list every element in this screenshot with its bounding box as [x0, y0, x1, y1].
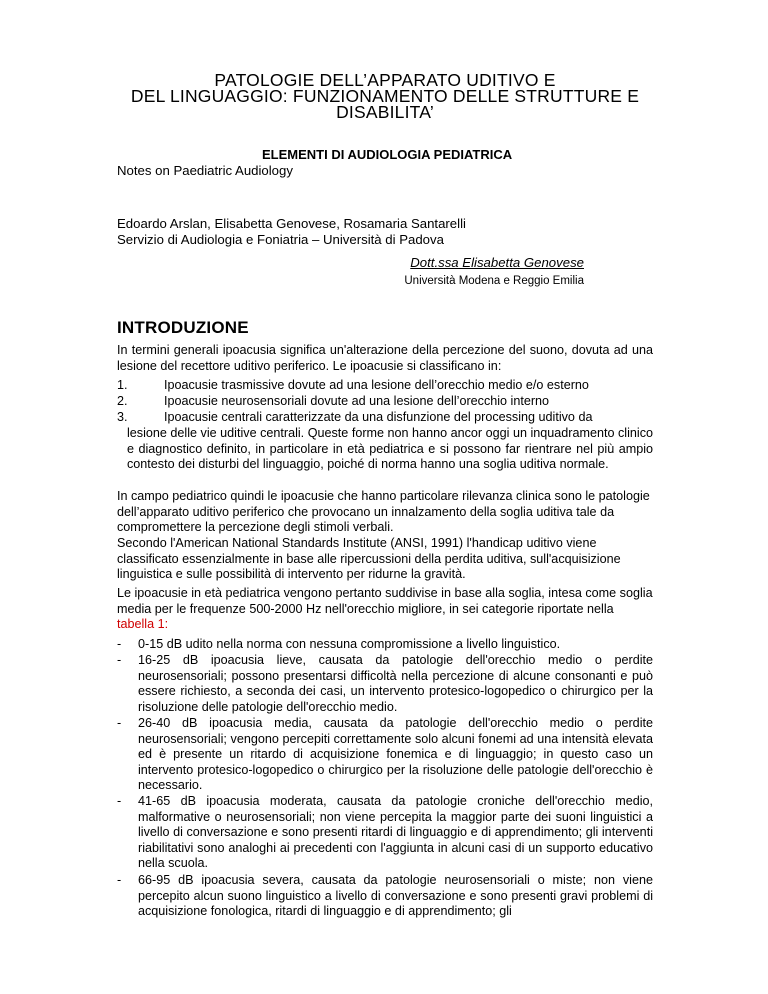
- paragraph-text: Le ipoacusie in età pediatrica vengono pertanto suddivise in base alla soglia, intesa come soglia media per le frequenze 500-2000 Hz nell'orecchio migliore, in sei categorie riportate nella: [117, 586, 653, 616]
- list-text-3: Ipoacusie centrali caratterizzate da una disfunzione del processing uditivo da: [164, 410, 593, 424]
- bullet-item-5: 66-95 dB ipoacusia severa, causata da patologie neurosensoriali o miste; non viene percepito alcun suono linguistico a livello di conversazione e sono presenti gravi problemi di acquisizione fonologica, ritardi di linguaggio e di apprendimento; gli: [138, 873, 653, 919]
- lecturer-affiliation: Università Modena e Reggio Emilia: [404, 275, 584, 287]
- bullet-dash: -: [117, 873, 122, 887]
- section-heading: INTRODUZIONE: [117, 318, 249, 337]
- intro-paragraph-1: In termini generali ipoacusia significa un'alterazione della percezione del suono, dovuta ad una lesione del recettore uditivo periferico. Le ipoacusie si classificano in:: [117, 343, 653, 373]
- document-title: [100, 72, 670, 120]
- list-text-2: Ipoacusie neurosensoriali dovute ad una lesione dell’orecchio interno: [164, 394, 550, 408]
- list-number: 3.: [117, 410, 128, 424]
- list-number: 1.: [117, 378, 128, 392]
- title-line-1: PATOLOGIE DELL’APPARATO UDITIVO E: [214, 70, 556, 90]
- list-item-3: [117, 410, 128, 426]
- lecturer-name: Dott.ssa Elisabetta Genovese: [410, 255, 584, 270]
- list-text-1: Ipoacusie trasmissive dovute ad una lesione dell’orecchio medio e/o esterno: [164, 378, 589, 392]
- title-line-2: DEL LINGUAGGIO: FUNZIONAMENTO DELLE STRUTTURE E: [130, 86, 640, 106]
- intro-paragraph-4: [117, 586, 653, 633]
- bullet-item-1: 0-15 dB udito nella norma con nessuna compromissione a livello linguistico.: [138, 637, 561, 651]
- bullet-item-2: 16-25 dB ipoacusia lieve, causata da patologie dell'orecchio medio o perdite neurosensoriali; possono presentarsi difficoltà nella percezione di alcune consonanti e può essere richiesto, a seconda dei casi, un intervento protesico-logopedico o chirurgico per la risoluzione delle patologie dell'orecchio medio.: [138, 653, 653, 714]
- subtitle-english: Notes on Paediatric Audiology: [117, 163, 293, 178]
- intro-paragraph-3: Secondo l'American National Standards Institute (ANSI, 1991) l'handicap uditivo viene classificato essenzialmente in base alle ripercussioni della perdita uditiva, sull'acquisizione linguistica e sulle possibilità di intervento per ridurne la gravità.: [117, 536, 621, 582]
- title-line-3: DISABILITA’: [336, 102, 434, 122]
- list-number: 2.: [117, 394, 128, 408]
- table-reference-link[interactable]: tabella 1:: [117, 617, 169, 632]
- list-item-2: [117, 394, 128, 410]
- bullet-dash: -: [117, 637, 122, 651]
- bullet-item-4: 41-65 dB ipoacusia moderata, causata da patologie croniche dell'orecchio medio, malformative o neurosensoriali; non viene percepita la maggior parte dei suoni linguistici a livello di conversazione e sono presenti ritardi di linguaggio e di apprendimento; gli interventi riabilitativi sono analoghi ai precedenti con l'aggiunta in alcuni casi di un supporto educativo nella scuola.: [138, 794, 653, 871]
- bullet-dash: -: [117, 653, 122, 667]
- affiliation: Servizio di Audiologia e Foniatria – Università di Padova: [117, 232, 444, 247]
- bullet-item-3: 26-40 dB ipoacusia media, causata da patologie dell'orecchio medio o perdite neurosensoriali; vengono percepiti correttamente solo alcuni fonemi ad una intensità elevata ed è presente un ritardo di acquisizione fonemica e di linguaggio; in questo caso un intervento protesico-logopedico o chirurgico per la risoluzione delle patologie dell'orecchio è necessario.: [138, 716, 653, 793]
- bullet-dash: -: [117, 794, 122, 808]
- authors: Edoardo Arslan, Elisabetta Genovese, Rosamaria Santarelli: [117, 216, 466, 231]
- bullet-dash: -: [117, 716, 122, 730]
- subtitle-italian: ELEMENTI DI AUDIOLOGIA PEDIATRICA: [262, 147, 513, 162]
- list-text-3-continued: lesione delle vie uditive centrali. Queste forme non hanno ancor oggi un inquadramento clinico e diagnostico definito, in particolare in età pediatrica e si possono far rientrare nel più ampio contesto dei disturbi del linguaggio, poiché di norma hanno una soglia uditiva normale.: [127, 426, 653, 472]
- list-item-1: [117, 378, 128, 394]
- intro-paragraph-2: In campo pediatrico quindi le ipoacusie che hanno particolare rilevanza clinica sono le patologie dell’apparato uditivo periferico che provocano un innalzamento della soglia uditiva tale da compromettere la percezione degli stimoli verbali.: [117, 489, 650, 535]
